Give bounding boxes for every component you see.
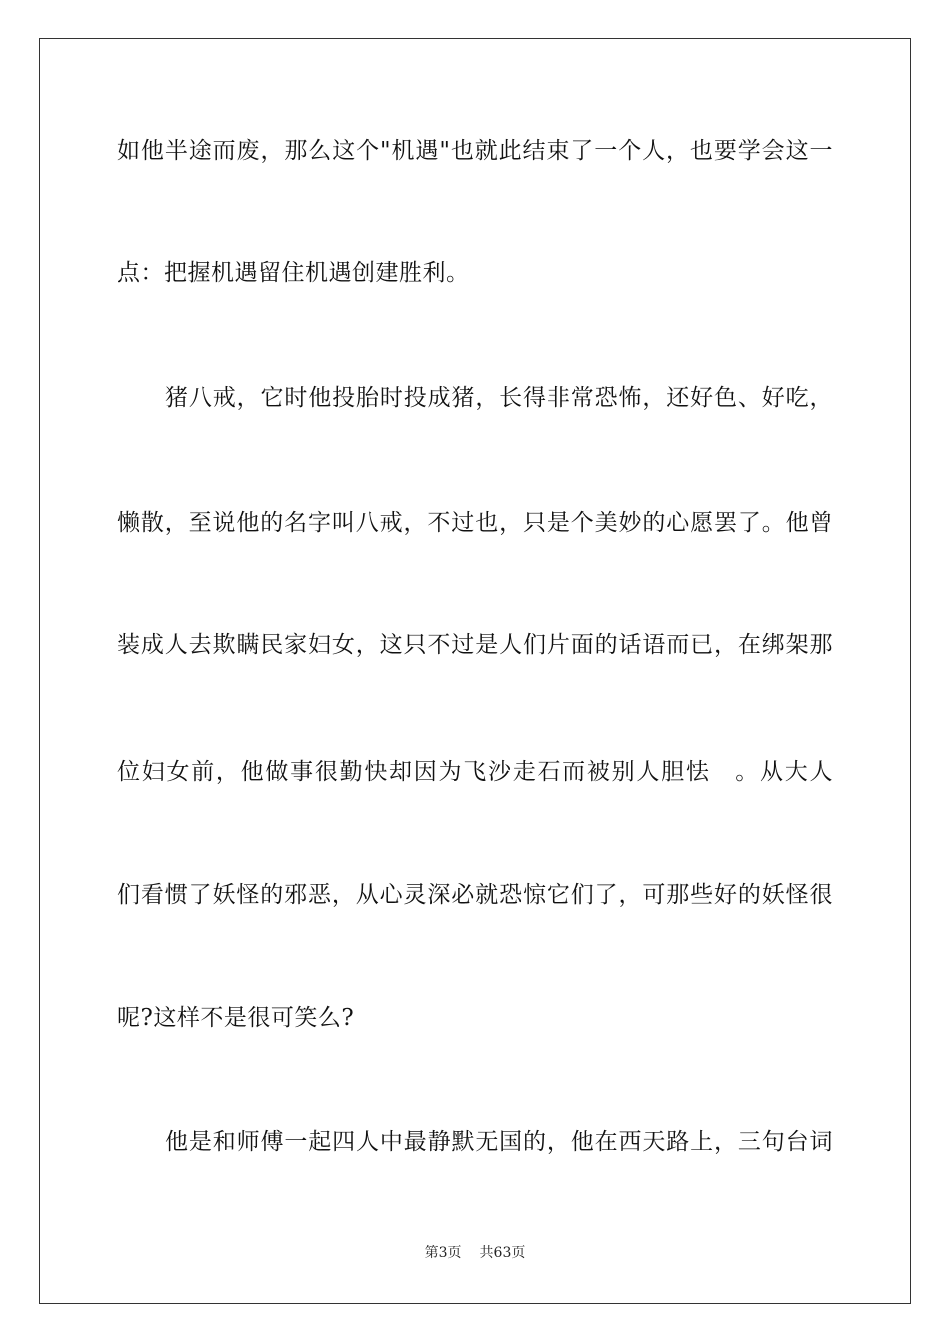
text-line: 如他半途而废，那么这个"机遇"也就此结束了一个人，也要学会这一 [117, 138, 833, 164]
text-line: 装成人去欺瞒民家妇女，这只不过是人们片面的话语而已，在绑架那 [117, 632, 833, 658]
text-line: 们看惯了妖怪的邪恶，从心灵深必就恐惊它们了，可那些好的妖怪很 [117, 882, 833, 908]
page-total: 共63页 [479, 1245, 526, 1261]
text-line: 位妇女前，他做事很勤快却因为飞沙走石而被别人胆怯 。从大人 [117, 759, 833, 785]
text-line: 猪八戒，它时他投胎时投成猪，长得非常恐怖，还好色、好吃， [165, 385, 833, 411]
text-line: 他是和师傅一起四人中最静默无国的，他在西天路上，三句台词 [165, 1129, 833, 1155]
page-number: 第3页 [424, 1245, 462, 1261]
text-line: 懒散，至说他的名字叫八戒，不过也，只是个美妙的心愿罢了。他曾 [117, 510, 833, 536]
page-footer [0, 1243, 950, 1263]
text-line: 点：把握机遇留住机遇创建胜利。 [117, 260, 470, 286]
page-border [39, 38, 911, 1304]
text-line: 呢?这样不是很可笑么? [117, 1005, 355, 1031]
